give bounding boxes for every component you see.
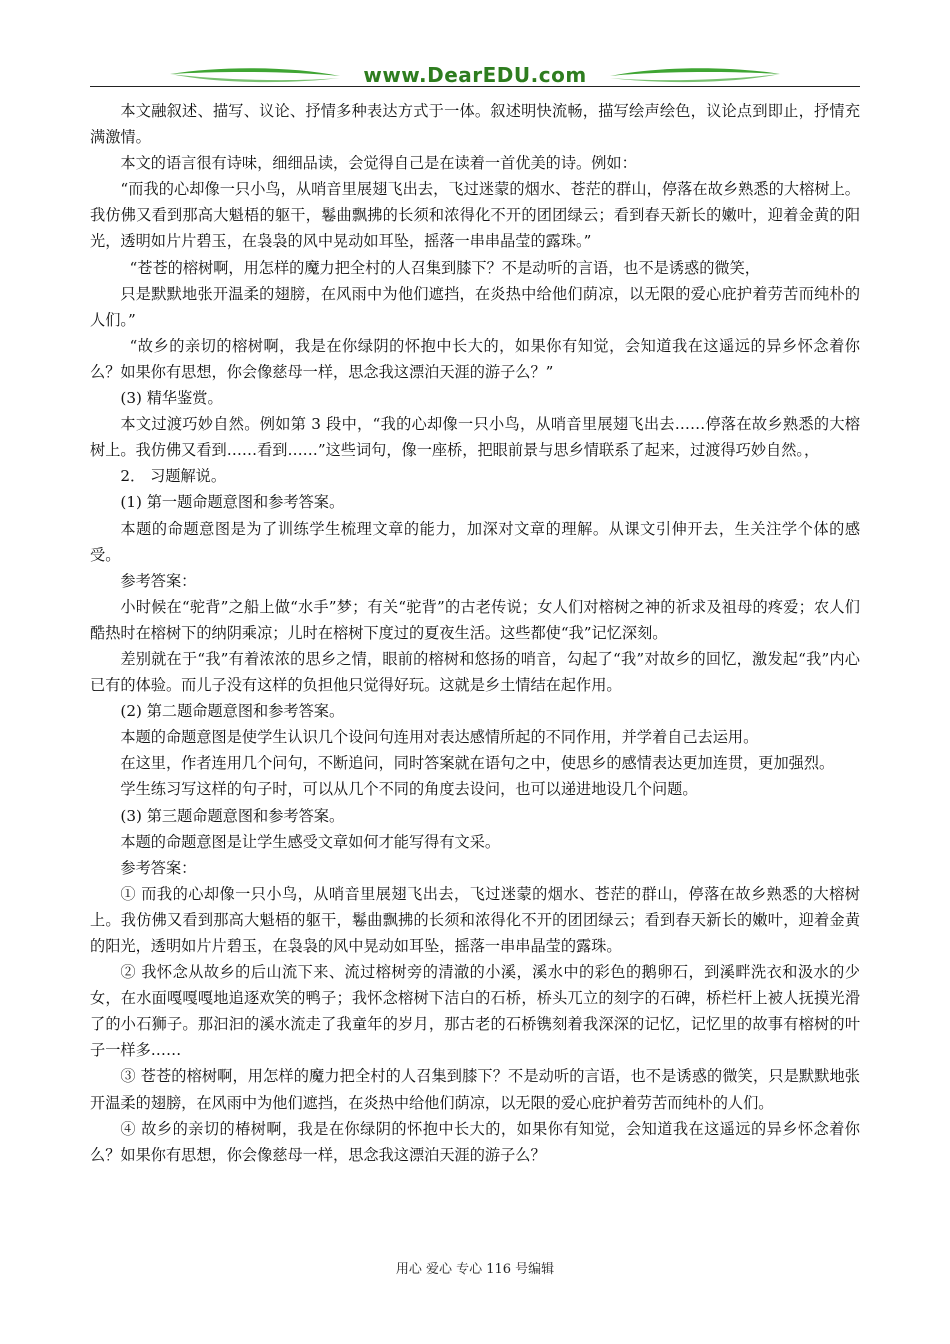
paragraph: 本文融叙述、描写、议论、抒情多种表达方式于一体。叙述明快流畅，描写绘声绘色，议论点到即止，抒情充满激情。 <box>90 102 860 147</box>
header-divider <box>90 86 860 87</box>
header-site-name: www.DearEDU.com <box>363 63 587 87</box>
paragraph: 学生练习写这样的句子时，可以从几个不同的角度去设问，也可以递进地设几个问题。 <box>120 780 698 799</box>
document-body <box>90 98 860 1168</box>
paragraph: “而我的心却像一只小鸟，从哨音里展翅飞出去，飞过迷蒙的烟水、苍茫的群山，停落在故乡熟悉的大榕树上。我仿佛又看到那高大魁梧的躯干，鬈曲飘拂的长须和浓得化不开的团团绿云；看到春天新长的嫩叶，迎着金黄的阳光，透明如片片碧玉，在袅袅的风中晃动如耳坠，摇落一串串晶莹的露珠。” <box>90 180 860 251</box>
paragraph: 参考答案： <box>120 858 197 877</box>
paragraph: 本文过渡巧妙自然。例如第 3 段中，“我的心却像一只小鸟，从哨音里展翅飞出去……停落在故乡熟悉的大榕树上。我仿佛又看到……看到……”这些词句，像一座桥，把眼前景与思乡情联系了起来，过渡得巧妙自然。， <box>90 415 860 460</box>
paragraph: 2． 习题解说。 <box>120 467 227 486</box>
paragraph: ② 我怀念从故乡的后山流下来、流过榕树旁的清澈的小溪，溪水中的彩色的鹅卵石，到溪畔洗衣和汲水的少女，在水面嘎嘎嘎地追逐欢笑的鸭子；我怀念榕树下洁白的石桥，桥头兀立的刻字的石碑，桥栏杆上被人抚摸光滑了的小石狮子。那汩汩的溪水流走了我童年的岁月，那古老的石桥镌刻着我深深的记忆，记忆里的故事有榕树的叶子一样多…… <box>90 963 860 1060</box>
paragraph: 只是默默地张开温柔的翅膀，在风雨中为他们遮挡，在炎热中给他们荫凉，以无限的爱心庇护着劳苦而纯朴的人们。” <box>90 284 860 329</box>
paragraph: ③ 苍苍的榕树啊，用怎样的魔力把全村的人召集到膝下？不是动听的言语，也不是诱惑的微笑，只是默默地张开温柔的翅膀，在风雨中为他们遮挡，在炎热中给他们荫凉，以无限的爱心庇护着劳苦而纯朴的人们。 <box>90 1067 860 1112</box>
paragraph: 小时候在“驼背”之船上做“水手”梦；有关“驼背”的古老传说；女人们对榕树之神的祈求及祖母的疼爱；农人们酷热时在榕树下的纳阴乘凉；儿时在榕树下度过的夏夜生活。这些都使“我”记忆深刻。 <box>90 597 860 642</box>
paragraph: 本题的命题意图是让学生感受文章如何才能写得有文采。 <box>120 832 501 851</box>
paragraph: 参考答案： <box>120 571 197 590</box>
page-footer: 用心 爱心 专心 116 号编辑 <box>395 1262 555 1277</box>
paragraph: 在这里，作者连用几个问句，不断追问，同时答案就在语句之中，使思乡的感情表达更加连贯，更加强烈。 <box>120 754 835 773</box>
paragraph: (3) 第三题命题意图和参考答案。 <box>120 806 345 825</box>
paragraph: “故乡的亲切的榕树啊，我是在你绿阴的怀抱中长大的，如果你有知觉，会知道我在这遥远的异乡怀念着你么？如果你有思想，你会像慈母一样，思念我这漂泊天涯的游子么？” <box>90 336 860 381</box>
paragraph: 本题的命题意图是为了训练学生梳理文章的能力，加深对文章的理解。从课文引伸开去，生关注学个体的感受。 <box>90 519 860 564</box>
paragraph: “苍苍的榕树啊，用怎样的魔力把全村的人召集到膝下？不是动听的言语，也不是诱惑的微笑， <box>129 258 760 277</box>
paragraph: (2) 第二题命题意图和参考答案。 <box>120 702 345 721</box>
paragraph: ④ 故乡的亲切的椿树啊，我是在你绿阴的怀抱中长大的，如果你有知觉，会知道我在这遥远的异乡怀念着你么？如果你有思想，你会像慈母一样，思念我这漂泊天涯的游子么？ <box>90 1119 860 1164</box>
paragraph: (3) 精华鉴赏。 <box>120 389 223 408</box>
paragraph: 本文的语言很有诗味，细细品读，会觉得自己是在读着一首优美的诗。例如： <box>120 154 637 173</box>
paragraph: 差别就在于“我”有着浓浓的思乡之情，眼前的榕树和悠扬的哨音，勾起了“我”对故乡的回忆，激发起“我”内心已有的体验。而儿子没有这样的负担他只觉得好玩。这就是乡土情结在起作用。 <box>90 649 860 695</box>
paragraph: 本题的命题意图是使学生认识几个设问句连用对表达感情所起的不同作用，并学着自己去运用。 <box>120 728 759 747</box>
paragraph: (1) 第一题命题意图和参考答案。 <box>120 493 345 512</box>
paragraph: ① 而我的心却像一只小鸟，从哨音里展翅飞出去，飞过迷蒙的烟水、苍茫的群山，停落在故乡熟悉的大榕树上。我仿佛又看到那高大魁梧的躯干，鬈曲飘拂的长须和浓得化不开的团团绿云；看到春天新长的嫩叶，迎着金黄的阳光，透明如片片碧玉，在袅袅的风中晃动如耳坠，摇落一串串晶莹的露珠。 <box>90 884 860 955</box>
